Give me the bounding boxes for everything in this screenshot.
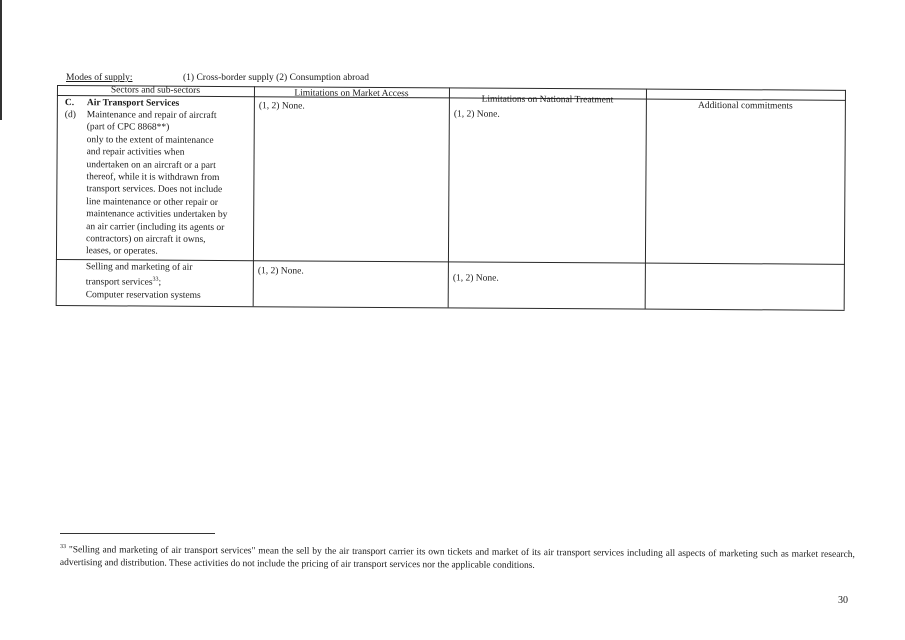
national-treatment-row2: (1, 2) None.: [452, 273, 499, 284]
header-market-access: Limitations on Market Access: [294, 88, 409, 100]
sector-line: maintenance activities undertaken by: [86, 209, 228, 221]
footnote-ref: 33: [152, 276, 159, 284]
sector-line: leases, or operates.: [85, 246, 158, 258]
sector-cell-row2: [86, 261, 251, 302]
header-national-treatment: Limitations on National Treatment: [481, 94, 614, 106]
header-sectors: Sectors and sub-sectors: [110, 85, 201, 96]
national-treatment-row1: (1, 2) None.: [453, 109, 500, 120]
item-letter: (d): [64, 110, 76, 121]
section-letter: C.: [64, 98, 75, 109]
sector-line: thereof, while it is withdrawn from: [86, 172, 220, 184]
sector-line: only to the extent of maintenance: [86, 134, 214, 146]
sector-line-text: transport services: [85, 277, 153, 289]
market-access-row1: (1, 2) None.: [258, 101, 305, 112]
page-number: 30: [838, 595, 848, 606]
footnote-number: 33: [59, 543, 66, 551]
sector-line-with-footnote: [86, 274, 251, 291]
market-access-row2: (1, 2) None.: [257, 266, 304, 277]
sector-description: [86, 109, 257, 259]
footnote: [60, 541, 855, 575]
footnote-separator: [60, 533, 215, 534]
sector-line: undertaken on an aircraft or a part: [86, 159, 216, 171]
section-title: Air Transport Services: [86, 98, 180, 109]
modes-text: (1) Cross-border supply (2) Consumption abroad: [183, 73, 370, 83]
table-rule-right: [844, 90, 846, 310]
sector-line: (part of CPC 8868**): [86, 122, 170, 134]
commitments-table: [56, 85, 846, 318]
sector-cell-row1: [56, 97, 254, 260]
table-rule-col2: [448, 87, 450, 307]
footnote-text: "Selling and marketing of air transport services" mean the sell by the air transport carrier its own tickets and market of its air transport services including all aspects of marketing such as market research, advertising and distribution. These activities do not include the pricing of air transport services nor the applicable conditions.: [59, 545, 855, 572]
sector-line: Maintenance and repair of aircraft: [86, 110, 217, 121]
modes-label: Modes of supply:: [66, 73, 133, 83]
table-rule-col3: [645, 89, 647, 309]
sector-line: and repair activities when: [86, 147, 185, 158]
sector-line: Selling and marketing of air: [85, 262, 193, 273]
sector-line: contractors) on aircraft it owns,: [86, 234, 206, 245]
sector-line-end: ;: [158, 278, 162, 289]
sector-line: transport services. Does not include: [86, 184, 223, 196]
sector-line: an air carrier (including its agents or: [86, 221, 225, 233]
sector-line: line maintenance or other repair or: [86, 197, 218, 208]
header-additional: Additional commitments: [697, 100, 793, 112]
modes-of-supply: [66, 73, 370, 83]
scan-edge-mark: [0, 0, 2, 120]
table-rule-bottom: [56, 305, 845, 311]
sector-line: Computer reservation systems: [85, 290, 201, 301]
